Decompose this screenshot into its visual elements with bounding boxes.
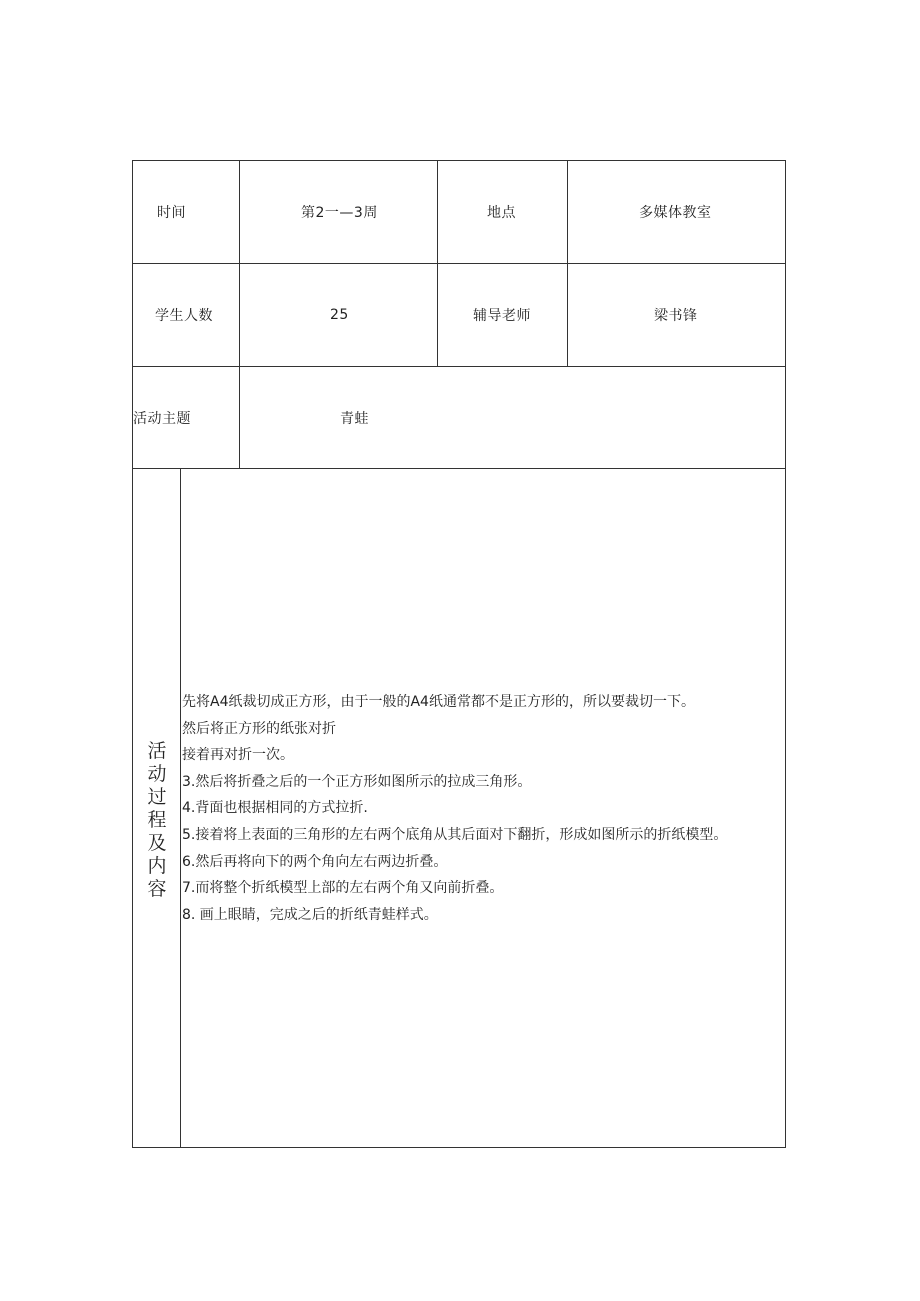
place-label: 地点 — [487, 205, 516, 221]
step-line: 然后将正方形的纸张对折 — [182, 720, 336, 737]
process-label-char: 活 — [147, 740, 167, 762]
step-line: 接着再对折一次。 — [182, 747, 294, 764]
table-border — [785, 160, 786, 1148]
table-border — [132, 1147, 786, 1148]
students-count-value: 25 — [330, 307, 349, 323]
process-label-char: 及 — [147, 832, 167, 854]
process-label-char: 动 — [147, 763, 167, 785]
step-line: 8. 画上眼睛，完成之后的折纸青蛙样式。 — [182, 906, 438, 923]
table-border — [132, 160, 133, 1148]
step-line: 7.而将整个折纸模型上部的左右两个角又向前折叠。 — [182, 880, 504, 897]
process-steps — [182, 689, 782, 928]
step-line: 3.然后将折叠之后的一个正方形如图所示的拉成三角形。 — [182, 773, 532, 790]
process-label — [133, 740, 181, 901]
process-label-char: 程 — [147, 809, 167, 831]
theme-label: 活动主题 — [133, 410, 191, 427]
table-border — [132, 468, 786, 469]
table-border — [437, 160, 438, 367]
students-count-label: 学生人数 — [155, 308, 213, 324]
step-line: 4.背面也根据相同的方式拉折. — [182, 800, 368, 817]
theme-value: 青蛙 — [340, 410, 369, 427]
teacher-label: 辅导老师 — [473, 308, 531, 324]
time-label: 时间 — [157, 205, 186, 221]
process-label-char: 内 — [147, 855, 167, 877]
step-line: 先将A4纸裁切成正方形，由于一般的A4纸通常都不是正方形的，所以要裁切一下。 — [182, 694, 695, 710]
teacher-value: 梁书锋 — [654, 308, 698, 324]
place-value: 多媒体教室 — [639, 205, 712, 221]
process-label-char: 容 — [147, 878, 167, 900]
table-border — [239, 160, 240, 469]
step-line: 5.接着将上表面的三角形的左右两个底角从其后面对下翻折，形成如图所示的折纸模型。 — [182, 826, 728, 843]
time-value: 第2一—3周 — [301, 205, 378, 221]
step-line: 6.然后再将向下的两个角向左右两边折叠。 — [182, 853, 448, 870]
process-label-char: 过 — [147, 786, 167, 808]
table-border — [567, 160, 568, 367]
